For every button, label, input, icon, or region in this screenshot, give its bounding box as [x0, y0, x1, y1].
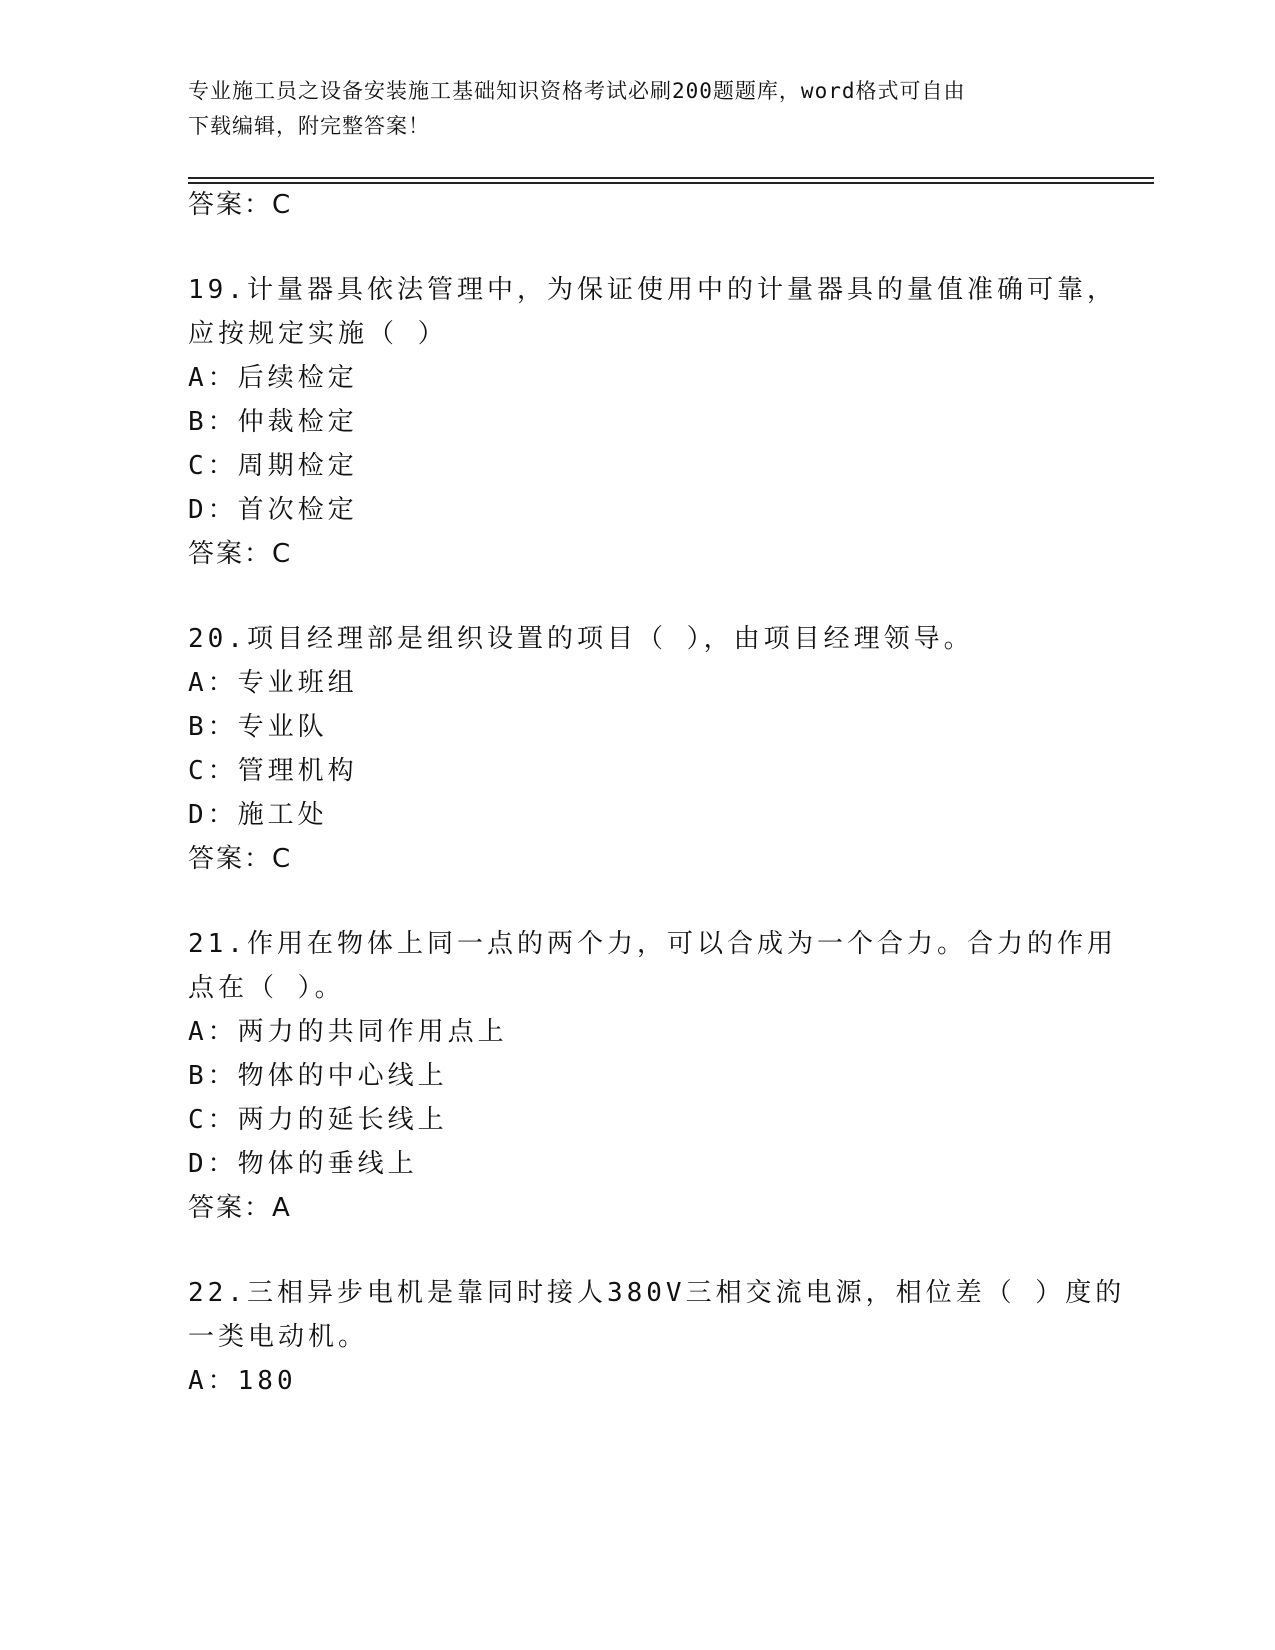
question-20-option-d: D：施工处 — [188, 800, 328, 830]
question-22-stem-line-1: 22.三相异步电机是靠同时接人380V三相交流电源，相位差（ ）度的 — [188, 1278, 1126, 1308]
question-21-option-b: B：物体的中心线上 — [188, 1061, 448, 1091]
question-19-option-b: B：仲裁检定 — [188, 407, 358, 437]
header-line-1: 专业施工员之设备安装施工基础知识资格考试必刷200题题库，word格式可自由 — [188, 79, 966, 103]
question-20-answer: 答案：C — [188, 844, 293, 874]
question-21-stem-line-2: 点在（ ）。 — [188, 973, 345, 1003]
document-header — [188, 74, 1078, 144]
question-19-stem-line-2: 应按规定实施（ ） — [188, 319, 448, 349]
header-divider-top — [188, 177, 1154, 179]
question-22-stem-line-2: 一类电动机。 — [188, 1322, 369, 1352]
question-21-option-a: A：两力的共同作用点上 — [188, 1017, 508, 1047]
previous-answer: 答案：C — [188, 190, 293, 220]
question-19-option-d: D：首次检定 — [188, 495, 358, 525]
question-20-option-a: A：专业班组 — [188, 668, 358, 698]
header-line-2: 下载编辑，附完整答案！ — [188, 114, 430, 138]
question-21-answer: 答案：A — [188, 1193, 292, 1223]
question-20-option-c: C：管理机构 — [188, 756, 358, 786]
question-21-option-d: D：物体的垂线上 — [188, 1149, 418, 1179]
question-19-option-a: A：后续检定 — [188, 363, 358, 393]
question-21-option-c: C：两力的延长线上 — [188, 1105, 448, 1135]
question-19-option-c: C：周期检定 — [188, 451, 358, 481]
question-20-stem-line-1: 20.项目经理部是组织设置的项目（ ），由项目经理领导。 — [188, 624, 974, 654]
question-21-stem-line-1: 21.作用在物体上同一点的两个力，可以合成为一个合力。合力的作用 — [188, 929, 1117, 959]
header-divider-bottom — [188, 182, 1154, 184]
question-19-stem-line-1: 19.计量器具依法管理中，为保证使用中的计量器具的量值准确可靠， — [188, 275, 1117, 305]
question-19-answer: 答案：C — [188, 539, 293, 569]
question-20-option-b: B：专业队 — [188, 712, 328, 742]
question-22-option-a: A：180 — [188, 1366, 297, 1396]
